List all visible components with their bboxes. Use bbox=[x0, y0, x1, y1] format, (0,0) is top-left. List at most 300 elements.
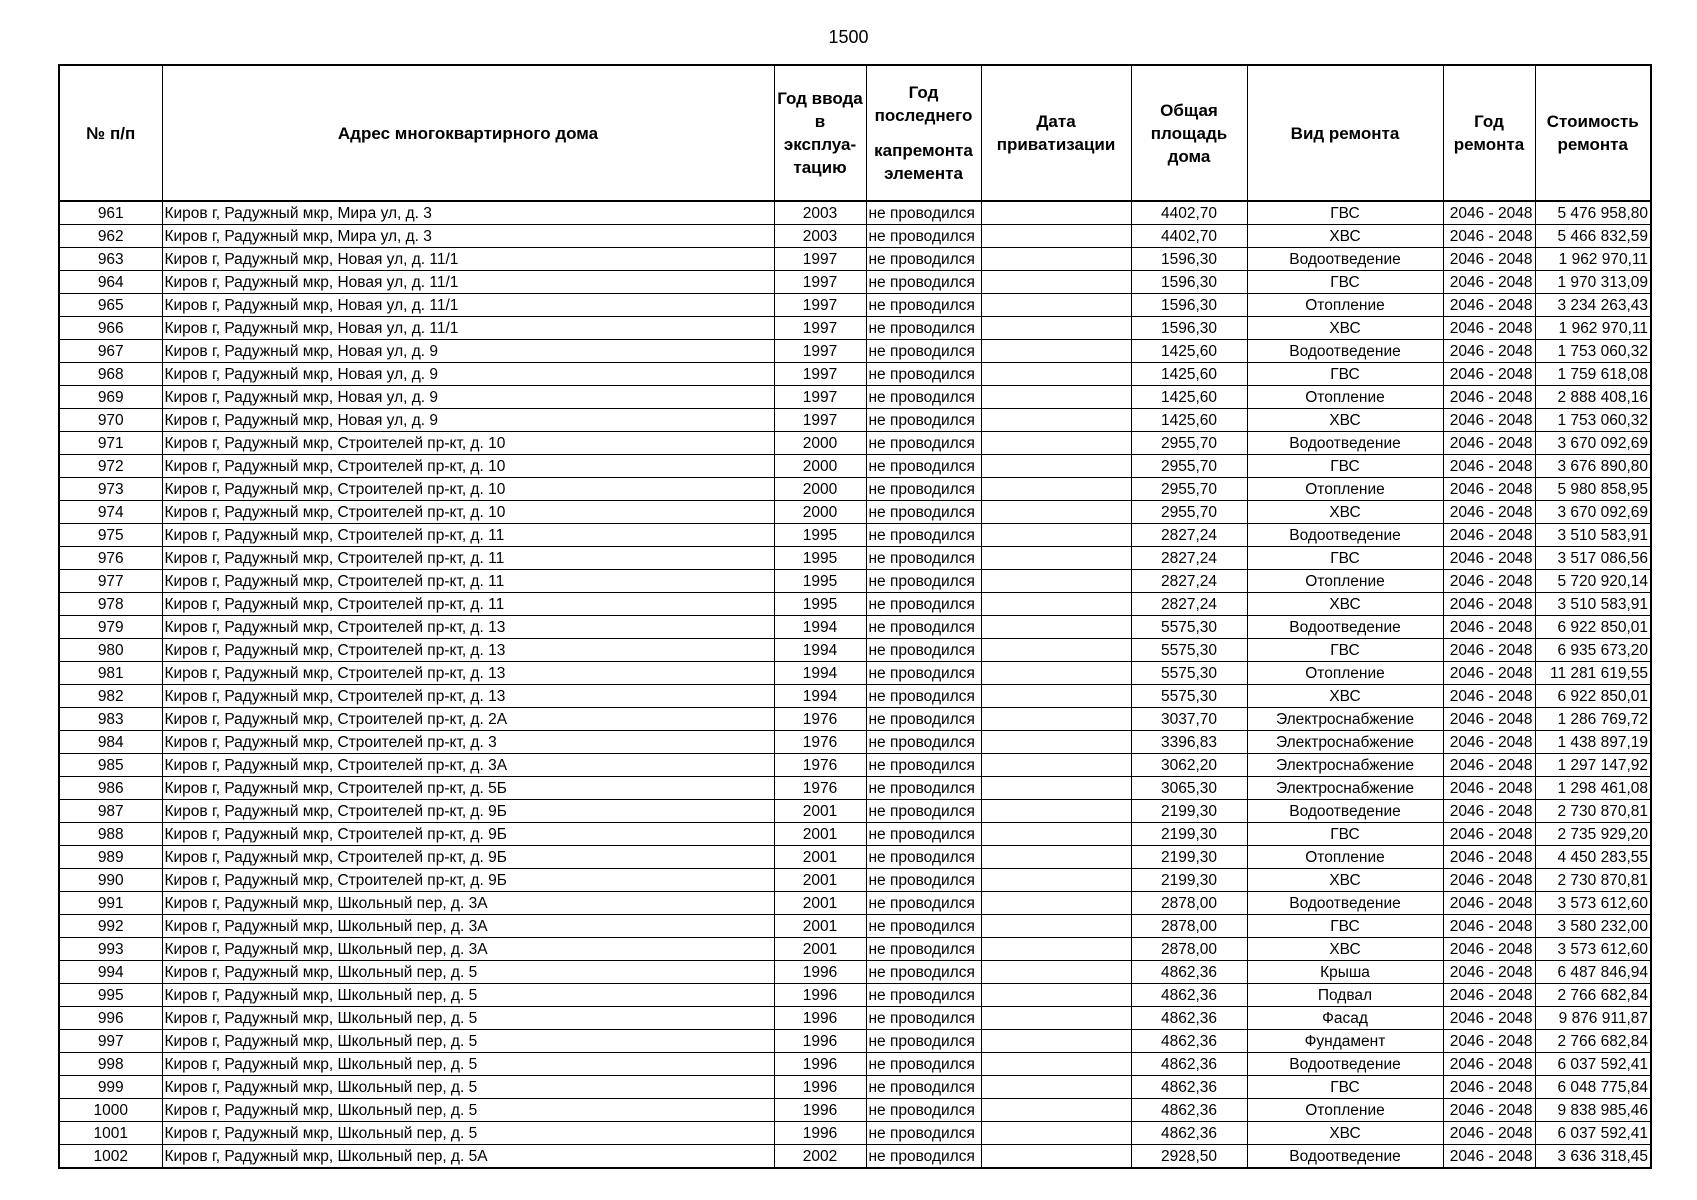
cell-year-built: 1997 bbox=[774, 271, 866, 294]
cell-privatization bbox=[981, 455, 1131, 478]
cell-privatization bbox=[981, 892, 1131, 915]
cell-area: 4862,36 bbox=[1131, 1099, 1247, 1122]
cell-repair-type: Водоотведение bbox=[1247, 892, 1443, 915]
cell-repair-years: 2046 - 2048 bbox=[1443, 570, 1535, 593]
cell-repair-years: 2046 - 2048 bbox=[1443, 823, 1535, 846]
cell-last-repair: не проводился bbox=[866, 823, 981, 846]
cell-num: 991 bbox=[59, 892, 162, 915]
cell-address: Киров г, Радужный мкр, Школьный пер, д. 5 bbox=[162, 1007, 774, 1030]
cell-repair-years: 2046 - 2048 bbox=[1443, 1076, 1535, 1099]
cell-repair-years: 2046 - 2048 bbox=[1443, 1030, 1535, 1053]
cell-area: 2878,00 bbox=[1131, 915, 1247, 938]
cell-cost: 5 476 958,80 bbox=[1535, 201, 1651, 225]
cell-year-built: 2001 bbox=[774, 800, 866, 823]
cell-last-repair: не проводился bbox=[866, 593, 981, 616]
cell-num: 993 bbox=[59, 938, 162, 961]
cell-last-repair: не проводился bbox=[866, 317, 981, 340]
table-body bbox=[59, 201, 1651, 1168]
cell-year-built: 2000 bbox=[774, 455, 866, 478]
cell-repair-type: ХВС bbox=[1247, 685, 1443, 708]
cell-area: 5575,30 bbox=[1131, 616, 1247, 639]
cell-area: 1596,30 bbox=[1131, 271, 1247, 294]
cell-privatization bbox=[981, 1145, 1131, 1169]
cell-repair-years: 2046 - 2048 bbox=[1443, 708, 1535, 731]
cell-cost: 3 517 086,56 bbox=[1535, 547, 1651, 570]
cell-num: 971 bbox=[59, 432, 162, 455]
cell-area: 3065,30 bbox=[1131, 777, 1247, 800]
cell-address: Киров г, Радужный мкр, Строителей пр-кт, д. 11 bbox=[162, 547, 774, 570]
cell-privatization bbox=[981, 248, 1131, 271]
cell-area: 2878,00 bbox=[1131, 892, 1247, 915]
cell-repair-years: 2046 - 2048 bbox=[1443, 639, 1535, 662]
cell-repair-years: 2046 - 2048 bbox=[1443, 248, 1535, 271]
table-row bbox=[59, 547, 1651, 570]
cell-repair-type: Водоотведение bbox=[1247, 800, 1443, 823]
header-last-repair-line2: капремонта элемента bbox=[874, 141, 973, 183]
cell-num: 979 bbox=[59, 616, 162, 639]
cell-repair-years: 2046 - 2048 bbox=[1443, 1145, 1535, 1169]
cell-num: 977 bbox=[59, 570, 162, 593]
table-row bbox=[59, 823, 1651, 846]
table-row bbox=[59, 271, 1651, 294]
table-row bbox=[59, 754, 1651, 777]
cell-num: 997 bbox=[59, 1030, 162, 1053]
cell-repair-type: Электроснабжение bbox=[1247, 708, 1443, 731]
cell-last-repair: не проводился bbox=[866, 938, 981, 961]
cell-cost: 3 573 612,60 bbox=[1535, 892, 1651, 915]
cell-area: 2955,70 bbox=[1131, 478, 1247, 501]
table-header bbox=[59, 65, 1651, 201]
page-number: 1500 bbox=[828, 27, 869, 47]
cell-repair-years: 2046 - 2048 bbox=[1443, 938, 1535, 961]
table-row bbox=[59, 961, 1651, 984]
cell-year-built: 1997 bbox=[774, 294, 866, 317]
cell-num: 966 bbox=[59, 317, 162, 340]
cell-last-repair: не проводился bbox=[866, 432, 981, 455]
cell-repair-years: 2046 - 2048 bbox=[1443, 432, 1535, 455]
cell-address: Киров г, Радужный мкр, Строителей пр-кт, д. 13 bbox=[162, 662, 774, 685]
cell-year-built: 2000 bbox=[774, 478, 866, 501]
cell-cost: 4 450 283,55 bbox=[1535, 846, 1651, 869]
cell-address: Киров г, Радужный мкр, Строителей пр-кт, д. 11 bbox=[162, 593, 774, 616]
cell-last-repair: не проводился bbox=[866, 915, 981, 938]
cell-year-built: 1995 bbox=[774, 570, 866, 593]
cell-area: 5575,30 bbox=[1131, 685, 1247, 708]
cell-cost: 11 281 619,55 bbox=[1535, 662, 1651, 685]
table-row bbox=[59, 1053, 1651, 1076]
table-row bbox=[59, 984, 1651, 1007]
table-row bbox=[59, 938, 1651, 961]
table-row bbox=[59, 892, 1651, 915]
cell-year-built: 1996 bbox=[774, 1030, 866, 1053]
cell-privatization bbox=[981, 225, 1131, 248]
cell-repair-years: 2046 - 2048 bbox=[1443, 846, 1535, 869]
header-address: Адрес многоквартирного дома bbox=[162, 65, 774, 201]
cell-repair-type: ГВС bbox=[1247, 455, 1443, 478]
cell-repair-type: Отопление bbox=[1247, 846, 1443, 869]
cell-num: 980 bbox=[59, 639, 162, 662]
header-area: Общая площадь дома bbox=[1131, 65, 1247, 201]
cell-repair-type: Водоотведение bbox=[1247, 1053, 1443, 1076]
cell-last-repair: не проводился bbox=[866, 524, 981, 547]
cell-address: Киров г, Радужный мкр, Строителей пр-кт, д. 13 bbox=[162, 639, 774, 662]
cell-address: Киров г, Радужный мкр, Новая ул, д. 9 bbox=[162, 409, 774, 432]
cell-repair-type: ГВС bbox=[1247, 547, 1443, 570]
cell-cost: 6 935 673,20 bbox=[1535, 639, 1651, 662]
cell-year-built: 1997 bbox=[774, 386, 866, 409]
cell-repair-type: Отопление bbox=[1247, 1099, 1443, 1122]
cell-repair-type: ХВС bbox=[1247, 317, 1443, 340]
cell-repair-years: 2046 - 2048 bbox=[1443, 777, 1535, 800]
table-row bbox=[59, 616, 1651, 639]
cell-address: Киров г, Радужный мкр, Строителей пр-кт, д. 10 bbox=[162, 455, 774, 478]
cell-cost: 2 888 408,16 bbox=[1535, 386, 1651, 409]
cell-repair-type: Водоотведение bbox=[1247, 524, 1443, 547]
cell-area: 2955,70 bbox=[1131, 455, 1247, 478]
table-row bbox=[59, 455, 1651, 478]
cell-repair-type: ХВС bbox=[1247, 938, 1443, 961]
cell-area: 2827,24 bbox=[1131, 570, 1247, 593]
cell-year-built: 2001 bbox=[774, 869, 866, 892]
header-repair-years: Год ремонта bbox=[1443, 65, 1535, 201]
cell-privatization bbox=[981, 1076, 1131, 1099]
cell-cost: 1 962 970,11 bbox=[1535, 317, 1651, 340]
cell-cost: 1 297 147,92 bbox=[1535, 754, 1651, 777]
cell-area: 4862,36 bbox=[1131, 1007, 1247, 1030]
cell-last-repair: не проводился bbox=[866, 201, 981, 225]
cell-cost: 5 466 832,59 bbox=[1535, 225, 1651, 248]
cell-repair-years: 2046 - 2048 bbox=[1443, 386, 1535, 409]
cell-privatization bbox=[981, 938, 1131, 961]
table-row bbox=[59, 869, 1651, 892]
cell-year-built: 1997 bbox=[774, 409, 866, 432]
cell-address: Киров г, Радужный мкр, Новая ул, д. 11/1 bbox=[162, 294, 774, 317]
cell-area: 4402,70 bbox=[1131, 201, 1247, 225]
cell-repair-years: 2046 - 2048 bbox=[1443, 1099, 1535, 1122]
cell-area: 2827,24 bbox=[1131, 524, 1247, 547]
cell-repair-years: 2046 - 2048 bbox=[1443, 294, 1535, 317]
cell-privatization bbox=[981, 846, 1131, 869]
table-row bbox=[59, 501, 1651, 524]
cell-year-built: 1976 bbox=[774, 754, 866, 777]
header-last-repair bbox=[866, 65, 981, 201]
cell-num: 961 bbox=[59, 201, 162, 225]
cell-num: 970 bbox=[59, 409, 162, 432]
cell-year-built: 1996 bbox=[774, 1007, 866, 1030]
cell-privatization bbox=[981, 754, 1131, 777]
cell-num: 1002 bbox=[59, 1145, 162, 1169]
cell-address: Киров г, Радужный мкр, Школьный пер, д. 5А bbox=[162, 1145, 774, 1169]
cell-num: 1001 bbox=[59, 1122, 162, 1145]
cell-cost: 6 037 592,41 bbox=[1535, 1053, 1651, 1076]
table-row bbox=[59, 1030, 1651, 1053]
cell-area: 4862,36 bbox=[1131, 1030, 1247, 1053]
cell-repair-years: 2046 - 2048 bbox=[1443, 984, 1535, 1007]
cell-year-built: 1996 bbox=[774, 984, 866, 1007]
table-row bbox=[59, 317, 1651, 340]
cell-privatization bbox=[981, 271, 1131, 294]
cell-year-built: 1994 bbox=[774, 685, 866, 708]
header-repair-type: Вид ремонта bbox=[1247, 65, 1443, 201]
cell-last-repair: не проводился bbox=[866, 1122, 981, 1145]
cell-cost: 3 636 318,45 bbox=[1535, 1145, 1651, 1169]
cell-cost: 2 766 682,84 bbox=[1535, 984, 1651, 1007]
cell-num: 998 bbox=[59, 1053, 162, 1076]
table-row bbox=[59, 386, 1651, 409]
cell-year-built: 2001 bbox=[774, 915, 866, 938]
table-row bbox=[59, 1099, 1651, 1122]
cell-cost: 6 037 592,41 bbox=[1535, 1122, 1651, 1145]
cell-year-built: 1994 bbox=[774, 639, 866, 662]
header-year-built: Год ввода в эксплуа-тацию bbox=[774, 65, 866, 201]
cell-area: 1425,60 bbox=[1131, 386, 1247, 409]
cell-address: Киров г, Радужный мкр, Строителей пр-кт, д. 11 bbox=[162, 524, 774, 547]
cell-year-built: 2003 bbox=[774, 201, 866, 225]
cell-privatization bbox=[981, 432, 1131, 455]
table-row bbox=[59, 685, 1651, 708]
cell-last-repair: не проводился bbox=[866, 478, 981, 501]
cell-area: 4862,36 bbox=[1131, 1076, 1247, 1099]
cell-repair-type: Отопление bbox=[1247, 662, 1443, 685]
cell-num: 965 bbox=[59, 294, 162, 317]
cell-year-built: 2000 bbox=[774, 501, 866, 524]
cell-cost: 6 922 850,01 bbox=[1535, 616, 1651, 639]
cell-year-built: 1996 bbox=[774, 1099, 866, 1122]
cell-cost: 3 510 583,91 bbox=[1535, 593, 1651, 616]
header-num: № п/п bbox=[59, 65, 162, 201]
cell-year-built: 1996 bbox=[774, 961, 866, 984]
cell-cost: 1 438 897,19 bbox=[1535, 731, 1651, 754]
cell-area: 1596,30 bbox=[1131, 317, 1247, 340]
cell-repair-years: 2046 - 2048 bbox=[1443, 616, 1535, 639]
cell-year-built: 2003 bbox=[774, 225, 866, 248]
cell-repair-type: Отопление bbox=[1247, 570, 1443, 593]
cell-cost: 5 720 920,14 bbox=[1535, 570, 1651, 593]
cell-address: Киров г, Радужный мкр, Школьный пер, д. 5 bbox=[162, 1030, 774, 1053]
cell-repair-type: Водоотведение bbox=[1247, 248, 1443, 271]
cell-area: 2199,30 bbox=[1131, 823, 1247, 846]
table-row bbox=[59, 1145, 1651, 1169]
cell-year-built: 1995 bbox=[774, 593, 866, 616]
table-row bbox=[59, 294, 1651, 317]
cell-repair-years: 2046 - 2048 bbox=[1443, 892, 1535, 915]
cell-privatization bbox=[981, 961, 1131, 984]
cell-repair-type: ГВС bbox=[1247, 271, 1443, 294]
cell-year-built: 1997 bbox=[774, 317, 866, 340]
cell-cost: 2 735 929,20 bbox=[1535, 823, 1651, 846]
header-cost: Стоимость ремонта bbox=[1535, 65, 1651, 201]
cell-last-repair: не проводился bbox=[866, 846, 981, 869]
cell-cost: 3 573 612,60 bbox=[1535, 938, 1651, 961]
cell-address: Киров г, Радужный мкр, Строителей пр-кт, д. 9Б bbox=[162, 823, 774, 846]
table-row bbox=[59, 363, 1651, 386]
cell-last-repair: не проводился bbox=[866, 984, 981, 1007]
cell-address: Киров г, Радужный мкр, Школьный пер, д. 5 bbox=[162, 961, 774, 984]
cell-year-built: 1994 bbox=[774, 616, 866, 639]
cell-last-repair: не проводился bbox=[866, 363, 981, 386]
table-row bbox=[59, 225, 1651, 248]
cell-num: 982 bbox=[59, 685, 162, 708]
cell-year-built: 2000 bbox=[774, 432, 866, 455]
cell-repair-years: 2046 - 2048 bbox=[1443, 455, 1535, 478]
cell-num: 992 bbox=[59, 915, 162, 938]
cell-address: Киров г, Радужный мкр, Школьный пер, д. 3А bbox=[162, 892, 774, 915]
cell-repair-type: ХВС bbox=[1247, 593, 1443, 616]
cell-address: Киров г, Радужный мкр, Строителей пр-кт, д. 3А bbox=[162, 754, 774, 777]
cell-privatization bbox=[981, 1030, 1131, 1053]
cell-num: 967 bbox=[59, 340, 162, 363]
cell-cost: 1 962 970,11 bbox=[1535, 248, 1651, 271]
cell-last-repair: не проводился bbox=[866, 662, 981, 685]
cell-area: 2928,50 bbox=[1131, 1145, 1247, 1169]
cell-address: Киров г, Радужный мкр, Мира ул, д. 3 bbox=[162, 225, 774, 248]
cell-year-built: 1976 bbox=[774, 708, 866, 731]
cell-last-repair: не проводился bbox=[866, 708, 981, 731]
cell-privatization bbox=[981, 915, 1131, 938]
cell-last-repair: не проводился bbox=[866, 869, 981, 892]
cell-year-built: 2002 bbox=[774, 1145, 866, 1169]
cell-last-repair: не проводился bbox=[866, 731, 981, 754]
cell-num: 987 bbox=[59, 800, 162, 823]
cell-repair-years: 2046 - 2048 bbox=[1443, 409, 1535, 432]
table-row bbox=[59, 777, 1651, 800]
cell-cost: 1 759 618,08 bbox=[1535, 363, 1651, 386]
cell-area: 2199,30 bbox=[1131, 846, 1247, 869]
cell-privatization bbox=[981, 800, 1131, 823]
cell-num: 989 bbox=[59, 846, 162, 869]
cell-cost: 1 970 313,09 bbox=[1535, 271, 1651, 294]
cell-year-built: 1996 bbox=[774, 1122, 866, 1145]
cell-repair-type: ГВС bbox=[1247, 915, 1443, 938]
cell-num: 994 bbox=[59, 961, 162, 984]
cell-repair-years: 2046 - 2048 bbox=[1443, 800, 1535, 823]
cell-repair-years: 2046 - 2048 bbox=[1443, 731, 1535, 754]
cell-num: 964 bbox=[59, 271, 162, 294]
table-row bbox=[59, 340, 1651, 363]
cell-address: Киров г, Радужный мкр, Строителей пр-кт, д. 2А bbox=[162, 708, 774, 731]
cell-privatization bbox=[981, 777, 1131, 800]
header-privatization: Дата приватизации bbox=[981, 65, 1131, 201]
cell-privatization bbox=[981, 501, 1131, 524]
cell-repair-years: 2046 - 2048 bbox=[1443, 1007, 1535, 1030]
cell-address: Киров г, Радужный мкр, Школьный пер, д. 5 bbox=[162, 984, 774, 1007]
cell-address: Киров г, Радужный мкр, Строителей пр-кт, д. 9Б bbox=[162, 846, 774, 869]
cell-num: 962 bbox=[59, 225, 162, 248]
cell-repair-type: ХВС bbox=[1247, 225, 1443, 248]
table-row bbox=[59, 201, 1651, 225]
cell-repair-type: Фундамент bbox=[1247, 1030, 1443, 1053]
cell-address: Киров г, Радужный мкр, Новая ул, д. 11/1 bbox=[162, 317, 774, 340]
cell-area: 5575,30 bbox=[1131, 639, 1247, 662]
cell-address: Киров г, Радужный мкр, Строителей пр-кт, д. 9Б bbox=[162, 800, 774, 823]
table-row bbox=[59, 248, 1651, 271]
cell-year-built: 2001 bbox=[774, 823, 866, 846]
cell-area: 2199,30 bbox=[1131, 869, 1247, 892]
cell-area: 1596,30 bbox=[1131, 248, 1247, 271]
cell-area: 4862,36 bbox=[1131, 961, 1247, 984]
cell-privatization bbox=[981, 1122, 1131, 1145]
cell-privatization bbox=[981, 386, 1131, 409]
cell-address: Киров г, Радужный мкр, Строителей пр-кт, д. 13 bbox=[162, 685, 774, 708]
cell-address: Киров г, Радужный мкр, Школьный пер, д. 5 bbox=[162, 1076, 774, 1099]
cell-repair-type: Водоотведение bbox=[1247, 1145, 1443, 1169]
cell-address: Киров г, Радужный мкр, Школьный пер, д. 5 bbox=[162, 1099, 774, 1122]
cell-year-built: 1997 bbox=[774, 340, 866, 363]
table-row bbox=[59, 915, 1651, 938]
cell-cost: 3 234 263,43 bbox=[1535, 294, 1651, 317]
cell-year-built: 1996 bbox=[774, 1076, 866, 1099]
cell-last-repair: не проводился bbox=[866, 1007, 981, 1030]
cell-privatization bbox=[981, 593, 1131, 616]
cell-last-repair: не проводился bbox=[866, 547, 981, 570]
table-row bbox=[59, 846, 1651, 869]
cell-last-repair: не проводился bbox=[866, 777, 981, 800]
cell-last-repair: не проводился bbox=[866, 294, 981, 317]
table-row bbox=[59, 524, 1651, 547]
cell-area: 2878,00 bbox=[1131, 938, 1247, 961]
cell-area: 3062,20 bbox=[1131, 754, 1247, 777]
cell-privatization bbox=[981, 1099, 1131, 1122]
cell-repair-type: Отопление bbox=[1247, 478, 1443, 501]
cell-privatization bbox=[981, 294, 1131, 317]
cell-address: Киров г, Радужный мкр, Строителей пр-кт, д. 9Б bbox=[162, 869, 774, 892]
cell-address: Киров г, Радужный мкр, Новая ул, д. 9 bbox=[162, 340, 774, 363]
cell-privatization bbox=[981, 340, 1131, 363]
cell-num: 975 bbox=[59, 524, 162, 547]
cell-year-built: 2001 bbox=[774, 892, 866, 915]
cell-privatization bbox=[981, 1053, 1131, 1076]
cell-num: 974 bbox=[59, 501, 162, 524]
cell-privatization bbox=[981, 478, 1131, 501]
cell-address: Киров г, Радужный мкр, Строителей пр-кт, д. 10 bbox=[162, 478, 774, 501]
table-row bbox=[59, 639, 1651, 662]
cell-address: Киров г, Радужный мкр, Школьный пер, д. 5 bbox=[162, 1122, 774, 1145]
cell-last-repair: не проводился bbox=[866, 271, 981, 294]
cell-repair-years: 2046 - 2048 bbox=[1443, 524, 1535, 547]
cell-cost: 1 286 769,72 bbox=[1535, 708, 1651, 731]
cell-num: 990 bbox=[59, 869, 162, 892]
cell-address: Киров г, Радужный мкр, Новая ул, д. 9 bbox=[162, 363, 774, 386]
cell-privatization bbox=[981, 685, 1131, 708]
cell-last-repair: не проводился bbox=[866, 1053, 981, 1076]
cell-last-repair: не проводился bbox=[866, 961, 981, 984]
cell-last-repair: не проводился bbox=[866, 800, 981, 823]
cell-last-repair: не проводился bbox=[866, 248, 981, 271]
cell-repair-years: 2046 - 2048 bbox=[1443, 662, 1535, 685]
table-row bbox=[59, 432, 1651, 455]
cell-repair-years: 2046 - 2048 bbox=[1443, 1053, 1535, 1076]
cell-privatization bbox=[981, 823, 1131, 846]
cell-address: Киров г, Радужный мкр, Школьный пер, д. 5 bbox=[162, 1053, 774, 1076]
cell-repair-type: ХВС bbox=[1247, 869, 1443, 892]
cell-year-built: 1995 bbox=[774, 547, 866, 570]
table-row bbox=[59, 409, 1651, 432]
cell-repair-type: Электроснабжение bbox=[1247, 731, 1443, 754]
cell-num: 969 bbox=[59, 386, 162, 409]
cell-address: Киров г, Радужный мкр, Строителей пр-кт, д. 10 bbox=[162, 432, 774, 455]
table-row bbox=[59, 800, 1651, 823]
cell-cost: 6 487 846,94 bbox=[1535, 961, 1651, 984]
cell-repair-type: ХВС bbox=[1247, 409, 1443, 432]
cell-privatization bbox=[981, 201, 1131, 225]
cell-address: Киров г, Радужный мкр, Строителей пр-кт, д. 10 bbox=[162, 501, 774, 524]
cell-repair-type: ГВС bbox=[1247, 201, 1443, 225]
cell-cost: 3 580 232,00 bbox=[1535, 915, 1651, 938]
cell-area: 2199,30 bbox=[1131, 800, 1247, 823]
cell-last-repair: не проводился bbox=[866, 754, 981, 777]
cell-num: 1000 bbox=[59, 1099, 162, 1122]
cell-area: 2827,24 bbox=[1131, 593, 1247, 616]
